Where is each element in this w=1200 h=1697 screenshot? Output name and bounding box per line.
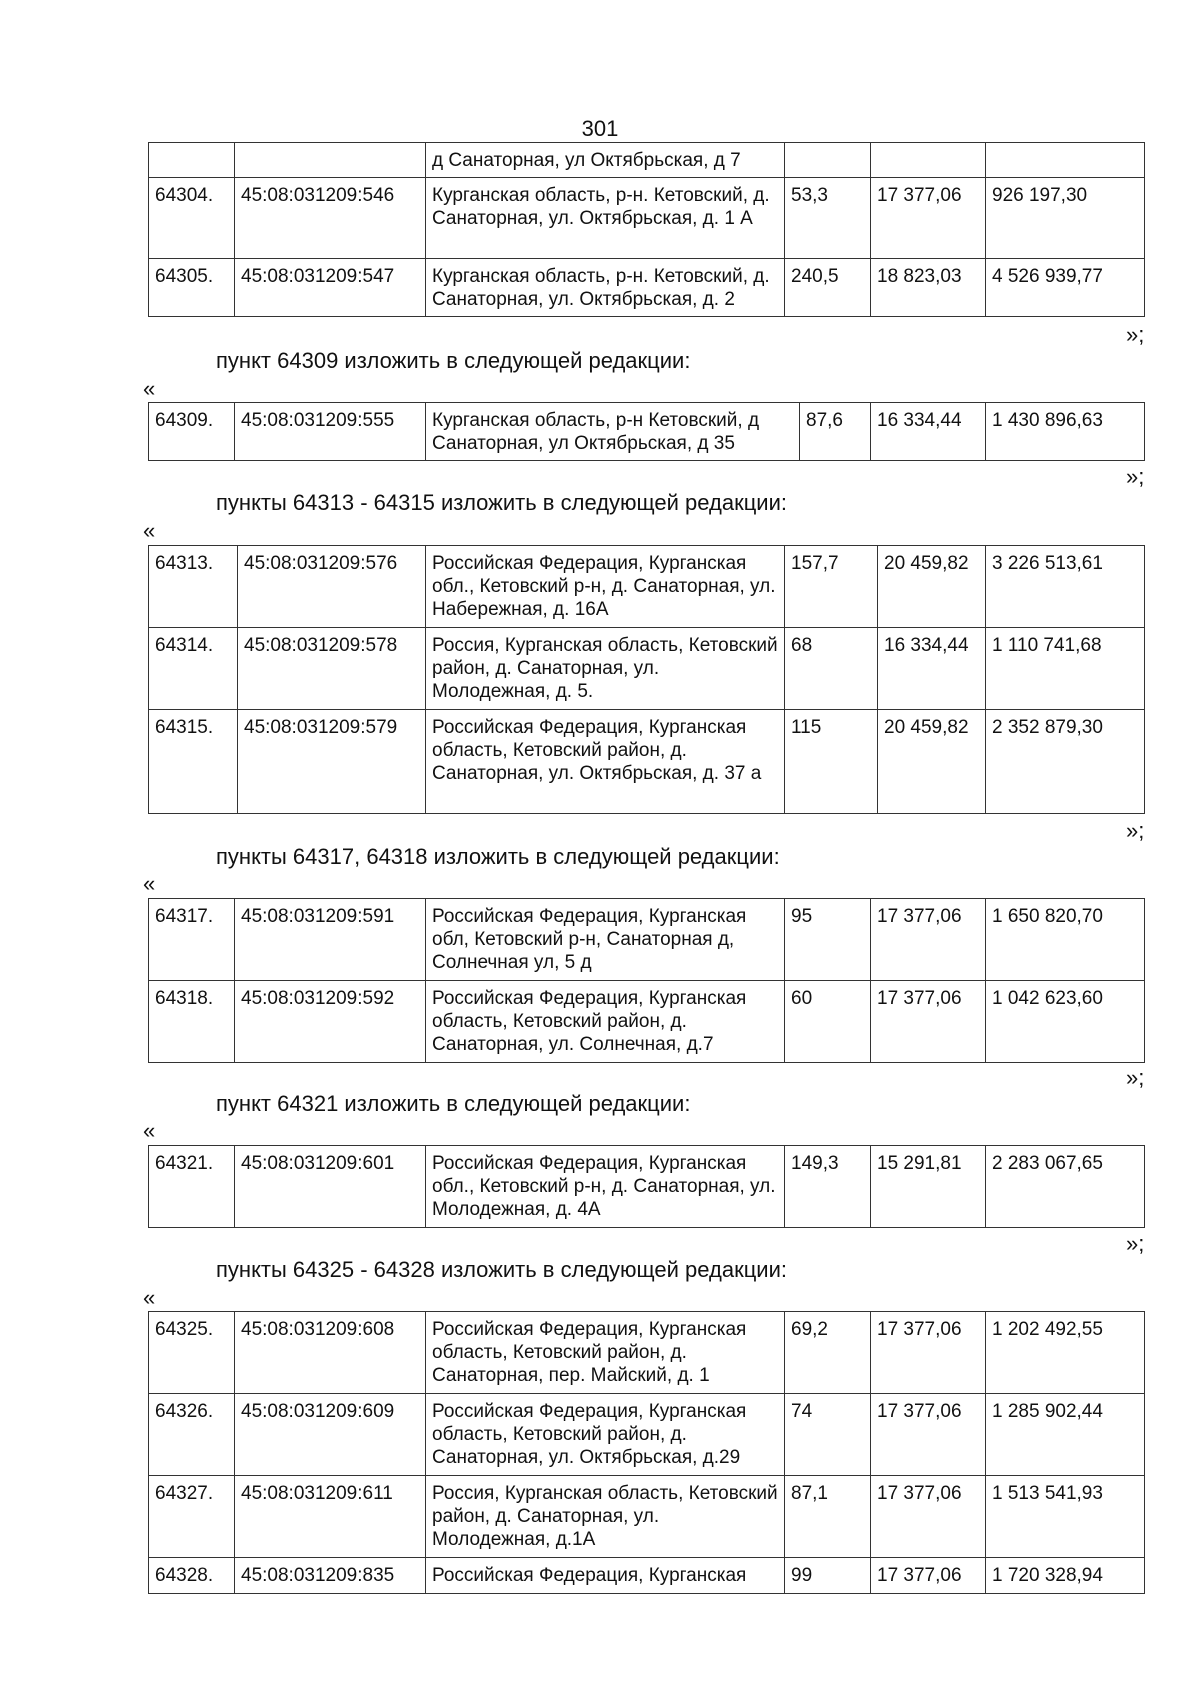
property-table-5: [148, 1145, 1145, 1228]
unit-price: 17 377,06: [871, 1476, 986, 1558]
amendment-instruction: пункт 64321 изложить в следующей редакции:: [216, 1091, 691, 1116]
unit-price: 17 377,06: [871, 1558, 986, 1594]
cadastral-number: 45:08:031209:611: [235, 1476, 426, 1558]
table-row: [149, 1558, 1145, 1594]
closing-quote: »;: [1126, 1231, 1145, 1256]
area: 157,7: [785, 546, 878, 628]
cadastral-number: 45:08:031209:547: [235, 259, 426, 317]
address: Российская Федерация, Курганская область, Кетовский район, д. Санаторная, пер. Майский, д. 1: [426, 1312, 785, 1394]
address: Российская Федерация, Курганская обл, Кетовский р-н, Санаторная д, Солнечная ул, 5 д: [426, 899, 785, 981]
total-value: 3 226 513,61: [986, 546, 1145, 628]
total-value: [986, 143, 1145, 178]
total-value: 4 526 939,77: [986, 259, 1145, 317]
row-number: 64309.: [149, 403, 235, 461]
row-number: 64321.: [149, 1146, 235, 1228]
total-value: 2 352 879,30: [986, 710, 1145, 814]
cadastral-number: 45:08:031209:578: [238, 628, 426, 710]
unit-price: 17 377,06: [871, 981, 986, 1063]
total-value: 926 197,30: [986, 178, 1145, 259]
table-row: [149, 1476, 1145, 1558]
closing-quote: »;: [1126, 322, 1145, 347]
total-value: 1 430 896,63: [986, 403, 1145, 461]
closing-quote: »;: [1126, 464, 1145, 489]
unit-price: 17 377,06: [871, 178, 986, 259]
total-value: 1 110 741,68: [986, 628, 1145, 710]
property-table-4: [148, 898, 1145, 1063]
table-row: [149, 1394, 1145, 1476]
address: Российская Федерация, Курганская область, Кетовский район, д. Санаторная, ул. Солнечная, д.7: [426, 981, 785, 1063]
unit-price: 17 377,06: [871, 899, 986, 981]
table-row: [149, 628, 1145, 710]
address: Россия, Курганская область, Кетовский район, д. Санаторная, ул. Молодежная, д.1А: [426, 1476, 785, 1558]
row-number: [149, 143, 235, 178]
cadastral-number: 45:08:031209:555: [235, 403, 426, 461]
table-row: [149, 178, 1145, 259]
row-number: 64315.: [149, 710, 238, 814]
unit-price: 20 459,82: [878, 710, 986, 814]
row-number: 64317.: [149, 899, 235, 981]
total-value: 1 042 623,60: [986, 981, 1145, 1063]
table-row: [149, 899, 1145, 981]
property-table-2: [148, 402, 1145, 461]
table-row: [149, 981, 1145, 1063]
area: 87,6: [800, 403, 871, 461]
area: 53,3: [785, 178, 871, 259]
area: 149,3: [785, 1146, 871, 1228]
cadastral-number: 45:08:031209:835: [235, 1558, 426, 1594]
total-value: 1 720 328,94: [986, 1558, 1145, 1594]
table-row: [149, 403, 1145, 461]
total-value: 1 650 820,70: [986, 899, 1145, 981]
area: 95: [785, 899, 871, 981]
address: Российская Федерация, Курганская область, Кетовский район, д. Санаторная, ул. Октябрьская, д.29: [426, 1394, 785, 1476]
address: Российская Федерация, Курганская обл., Кетовский р-н, д. Санаторная, ул. Набережная, д. 16А: [426, 546, 785, 628]
table-row: [149, 259, 1145, 317]
cadastral-number: 45:08:031209:579: [238, 710, 426, 814]
amendment-instruction: пункты 64317, 64318 изложить в следующей редакции:: [216, 844, 780, 869]
row-number: 64325.: [149, 1312, 235, 1394]
address: Курганская область, р-н. Кетовский, д. Санаторная, ул. Октябрьская, д. 1 А: [426, 178, 785, 259]
cadastral-number: 45:08:031209:546: [235, 178, 426, 259]
address: Российская Федерация, Курганская обл., Кетовский р-н, д. Санаторная, ул. Молодежная, д. 4А: [426, 1146, 785, 1228]
unit-price: 16 334,44: [878, 628, 986, 710]
total-value: 2 283 067,65: [986, 1146, 1145, 1228]
opening-quote: «: [143, 1118, 156, 1143]
unit-price: 17 377,06: [871, 1312, 986, 1394]
opening-quote: «: [143, 518, 156, 543]
unit-price: 20 459,82: [878, 546, 986, 628]
area: 68: [785, 628, 878, 710]
area: 87,1: [785, 1476, 871, 1558]
area: 240,5: [785, 259, 871, 317]
unit-price: 15 291,81: [871, 1146, 986, 1228]
address: д Санаторная, ул Октябрьская, д 7: [426, 143, 785, 178]
row-number: 64304.: [149, 178, 235, 259]
row-number: 64328.: [149, 1558, 235, 1594]
unit-price: 17 377,06: [871, 1394, 986, 1476]
unit-price: 18 823,03: [871, 259, 986, 317]
area: 99: [785, 1558, 871, 1594]
address: Российская Федерация, Курганская область, Кетовский район, д. Санаторная, ул. Октябрьская, д. 37 а: [426, 710, 785, 814]
cadastral-number: 45:08:031209:576: [238, 546, 426, 628]
cadastral-number: 45:08:031209:592: [235, 981, 426, 1063]
opening-quote: «: [143, 376, 156, 401]
cadastral-number: [235, 143, 426, 178]
unit-price: [871, 143, 986, 178]
closing-quote: »;: [1126, 818, 1145, 843]
amendment-instruction: пункты 64325 - 64328 изложить в следующей редакции:: [216, 1257, 788, 1282]
table-row: [149, 1312, 1145, 1394]
table-row: [149, 546, 1145, 628]
amendment-instruction: пункты 64313 - 64315 изложить в следующей редакции:: [216, 490, 788, 515]
address: Курганская область, р-н Кетовский, д Санаторная, ул Октябрьская, д 35: [426, 403, 800, 461]
address: Российская Федерация, Курганская: [426, 1558, 785, 1594]
table-row: [149, 143, 1145, 178]
property-table-3: [148, 545, 1145, 814]
total-value: 1 202 492,55: [986, 1312, 1145, 1394]
closing-quote: »;: [1126, 1065, 1145, 1090]
amendment-instruction: пункт 64309 изложить в следующей редакции:: [216, 348, 691, 373]
row-number: 64326.: [149, 1394, 235, 1476]
cadastral-number: 45:08:031209:601: [235, 1146, 426, 1228]
area: 60: [785, 981, 871, 1063]
total-value: 1 285 902,44: [986, 1394, 1145, 1476]
address: Россия, Курганская область, Кетовский район, д. Санаторная, ул. Молодежная, д. 5.: [426, 628, 785, 710]
table-row: [149, 1146, 1145, 1228]
row-number: 64313.: [149, 546, 238, 628]
area: 115: [785, 710, 878, 814]
area: 69,2: [785, 1312, 871, 1394]
row-number: 64314.: [149, 628, 238, 710]
property-table-6: [148, 1311, 1145, 1594]
area: 74: [785, 1394, 871, 1476]
row-number: 64305.: [149, 259, 235, 317]
opening-quote: «: [143, 1285, 156, 1310]
total-value: 1 513 541,93: [986, 1476, 1145, 1558]
area: [785, 143, 871, 178]
property-table-1: [148, 142, 1145, 317]
cadastral-number: 45:08:031209:591: [235, 899, 426, 981]
cadastral-number: 45:08:031209:609: [235, 1394, 426, 1476]
cadastral-number: 45:08:031209:608: [235, 1312, 426, 1394]
row-number: 64318.: [149, 981, 235, 1063]
address: Курганская область, р-н. Кетовский, д. Санаторная, ул. Октябрьская, д. 2: [426, 259, 785, 317]
opening-quote: «: [143, 871, 156, 896]
page-number: 301: [581, 116, 619, 141]
table-row: [149, 710, 1145, 814]
unit-price: 16 334,44: [871, 403, 986, 461]
row-number: 64327.: [149, 1476, 235, 1558]
